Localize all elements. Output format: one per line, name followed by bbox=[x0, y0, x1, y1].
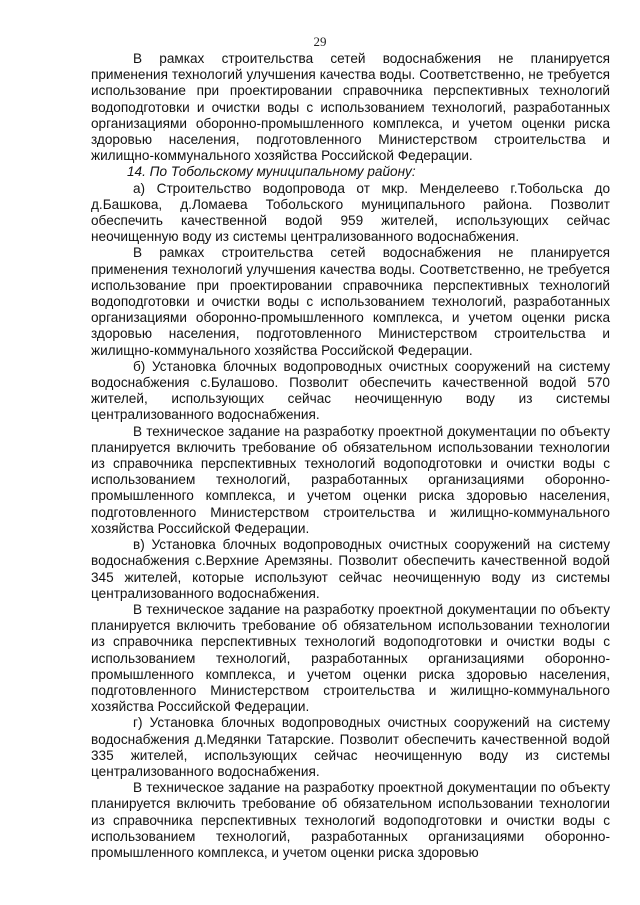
paragraph-water-networks-no-treatment: В рамках строительства сетей водоснабжения не планируется применения технологий улучшения качества воды. Соответственно, не требуется использование при проектировании справочника перспективных технологий водоподготовки и очистки воды с использованием технологий, разработанных организациями оборонно-промышленного комплекса, и учетом оценки риска здоровью населения, подготовленного Министерством строительства и жилищно-коммунального хозяйства Российской Федерации. bbox=[91, 51, 610, 164]
paragraph-technical-assignment-v: В техническое задание на разработку проектной документации по объекту планируется включить требование об обязательном использовании технологии из справочника перспективных технологий водоподготовки и очистки воды с использованием технологий, разработанных организациями оборонно-промышленного комплекса, и учетом оценки риска здоровью населения, подготовленного Министерством строительства и жилищно-коммунального хозяйства Российской Федерации. bbox=[91, 601, 610, 715]
paragraph-technical-assignment-g: В техническое задание на разработку проектной документации по объекту планируется включить требование об обязательном использовании технологии из справочника перспективных технологий водоподготовки и очистки воды с использованием технологий, разработанных организациями оборонно-промышленного комплекса, и учетом оценки риска здоровью bbox=[91, 780, 610, 860]
paragraph-technical-assignment-b: В техническое задание на разработку проектной документации по объекту планируется включить требование об обязательном использовании технологии из справочника перспективных технологий водоподготовки и очистки воды с использованием технологий, разработанных организациями оборонно-промышленного комплекса, и учетом оценки риска здоровью населения, подготовленного Министерством строительства и жилищно-коммунального хозяйства Российской Федерации. bbox=[91, 423, 610, 536]
paragraph-item-b-bulashovo: б) Установка блочных водопроводных очистных сооружений на систему водоснабжения с.Булашово. Позволит обеспечить качественной водой 570 жителей, использующих сейчас неочищенную воду из системы централизованного водоснабжения. bbox=[91, 358, 610, 423]
paragraph-item-v-verkhnie-aremzyany: в) Установка блочных водопроводных очистных сооружений на систему водоснабжения с.Верхние Аремзяны. Позволит обеспечить качественной водой 345 жителей, которые используют сейчас неочищенную воду из системы централизованного водоснабжения. bbox=[91, 537, 610, 601]
paragraph-item-a-water-pipeline: а) Строительство водопровода от мкр. Менделеево г.Тобольска до д.Башкова, д.Ломаева Тобольского муниципального района. Позволит обеспечить качественной водой 959 жителей, использующих сейчас неочищенную воду из системы централизованного водоснабжения. bbox=[91, 180, 610, 245]
section-heading-tobolsk-district: 14. По Тобольскому муниципальному району: bbox=[127, 164, 416, 180]
document-body bbox=[91, 51, 610, 861]
page-number: 29 bbox=[313, 34, 327, 49]
paragraph-item-g-medyanki-tatarskie: г) Установка блочных водопроводных очистных сооружений на систему водоснабжения д.Медянки Татарские. Позволит обеспечить качественной водой 335 жителей, использующих сейчас неочищенную воду из системы централизованного водоснабжения. bbox=[91, 715, 610, 779]
paragraph-water-networks-no-treatment-2: В рамках строительства сетей водоснабжения не планируется применения технологий улучшения качества воды. Соответственно, не требуется использование при проектировании справочника перспективных технологий водоподготовки и очистки воды с использованием технологий, разработанных организациями оборонно-промышленного комплекса, и учетом оценки риска здоровью населения, подготовленного Министерством строительства и жилищно-коммунального хозяйства Российской Федерации. bbox=[91, 245, 610, 358]
